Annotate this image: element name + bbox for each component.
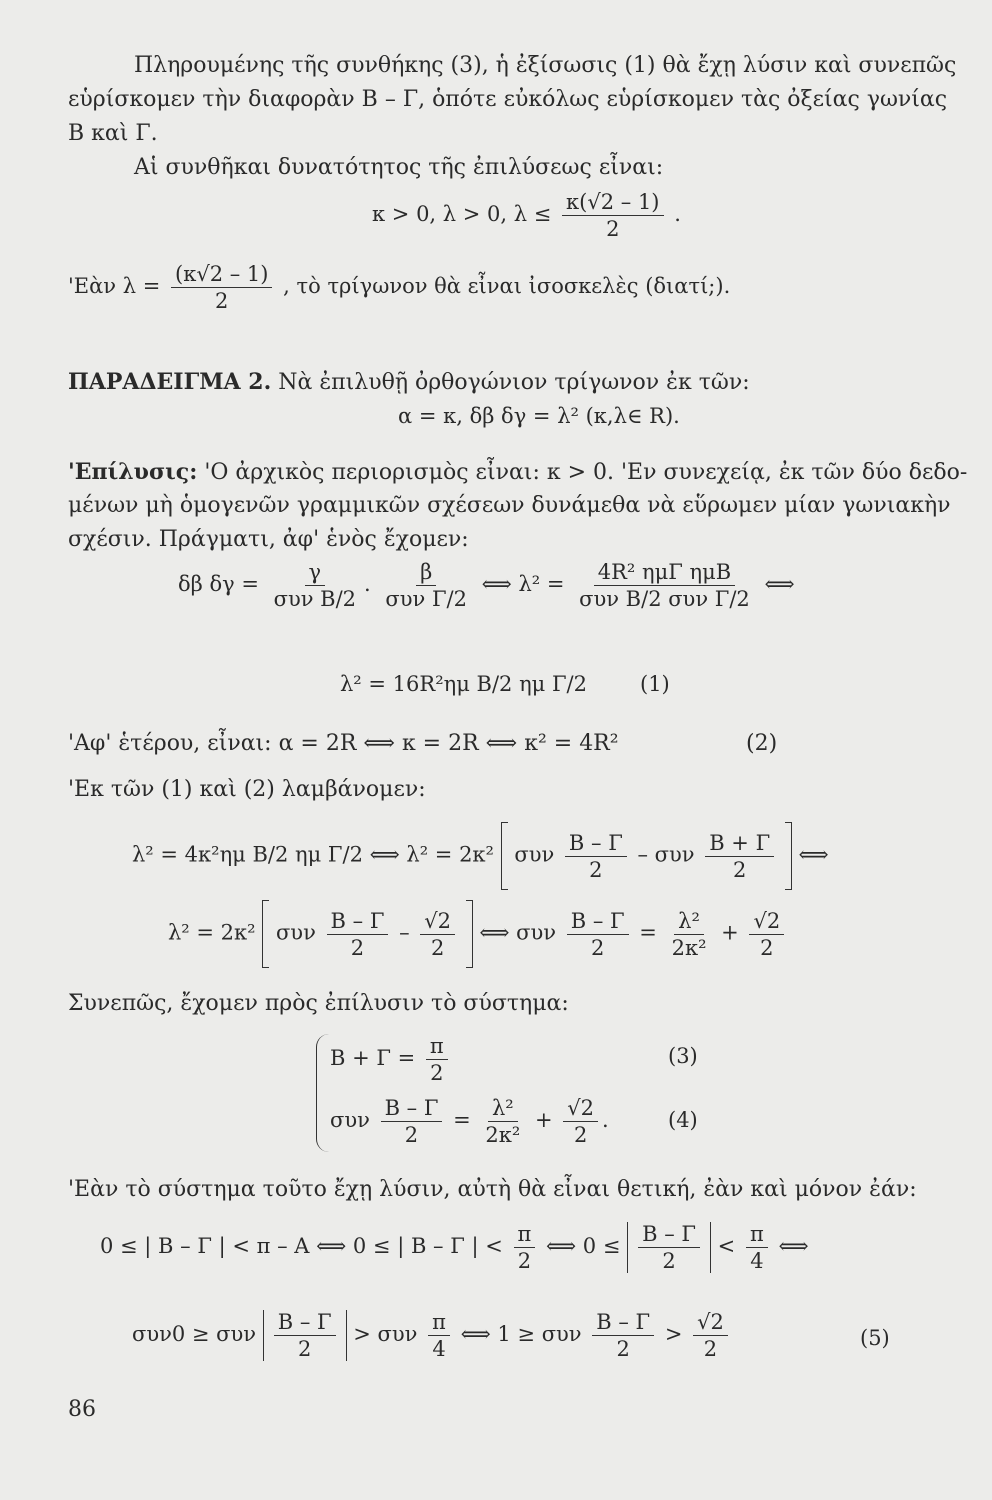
fraction-den: 2 bbox=[430, 1061, 444, 1085]
solution-label: 'Επίλυσις: bbox=[68, 459, 198, 485]
fraction-num: κ(√2 – 1) bbox=[562, 190, 663, 216]
condition-lhs: κ > 0, λ > 0, λ ≤ bbox=[372, 202, 552, 226]
bracket-right bbox=[466, 900, 473, 968]
fraction-num: β bbox=[416, 560, 436, 586]
fraction-num: 4R² ημΓ ημΒ bbox=[594, 560, 735, 586]
example-text: Νὰ ἐπιλυθῇ ὀρθογώνιον τρίγωνον ἐκ τῶν: bbox=[278, 370, 750, 395]
ineq-part: > bbox=[664, 1322, 683, 1346]
fraction-den: 4 bbox=[432, 1337, 446, 1361]
fraction-den: 4 bbox=[750, 1249, 764, 1273]
fraction-den: 2 bbox=[215, 289, 229, 313]
fraction-den: 2κ² bbox=[671, 935, 707, 960]
equation-b bbox=[132, 822, 829, 890]
isosceles-text: , τὸ τρίγωνον θὰ εἶναι ἰσοσκελὲς (διατί;). bbox=[283, 274, 731, 298]
isosceles-line bbox=[68, 262, 730, 313]
fraction-den: 2 bbox=[732, 857, 747, 882]
fraction-den: 2 bbox=[616, 1337, 630, 1361]
fraction-den: 2 bbox=[404, 1123, 419, 1147]
fraction bbox=[693, 1310, 728, 1361]
absolute-value bbox=[627, 1222, 711, 1273]
text-line: 'Εὰν τὸ σύστημα τοῦτο ἔχῃ λύσιν, αὐτὴ θὰ εἶναι θετική, ἐὰν καὶ μόνον ἐάν: bbox=[68, 1177, 917, 1202]
fraction bbox=[746, 1222, 768, 1273]
equation-tag: (4) bbox=[668, 1108, 698, 1132]
text-line: 'Εκ τῶν (1) καὶ (2) λαμβάνομεν: bbox=[68, 777, 426, 802]
fraction bbox=[420, 909, 455, 960]
fraction-den: συν B/2 bbox=[273, 587, 357, 611]
equals: = bbox=[453, 1108, 471, 1132]
syn: συν bbox=[514, 842, 555, 867]
fraction bbox=[428, 1310, 450, 1361]
fraction bbox=[592, 1310, 654, 1361]
fraction-num: √2 bbox=[693, 1310, 728, 1336]
fraction-den: συν B/2 συν Γ/2 bbox=[579, 587, 750, 611]
fraction-den: 2 bbox=[606, 217, 620, 241]
fraction bbox=[563, 1096, 598, 1147]
fraction-num: π bbox=[428, 1310, 450, 1336]
text-line: εὑρίσκομεν τὴν διαφορὰν Β – Γ, ὁπότε εὐκόλως εὑρίσκομεν τὰς ὀξείας γωνίας bbox=[68, 87, 948, 112]
equation-1: λ² = 16R²ημ B/2 ημ Γ/2 bbox=[340, 672, 587, 696]
text-line: Β καὶ Γ. bbox=[68, 121, 158, 146]
equals: = bbox=[639, 920, 657, 945]
bracket-right bbox=[785, 822, 792, 890]
plus: + bbox=[721, 920, 739, 945]
fraction-num: √2 bbox=[420, 909, 455, 935]
text-line: μένων μὴ ὁμογενῶν γραμμικῶν σχέσεων δυνάμεθα νὰ εὕρωμεν μίαν γωνιακὴν bbox=[68, 493, 951, 518]
example-line bbox=[68, 364, 750, 401]
system-brace bbox=[316, 1034, 329, 1152]
fraction bbox=[381, 1096, 443, 1147]
minus-syn: – συν bbox=[637, 842, 695, 867]
fraction-den: 2 bbox=[430, 935, 445, 960]
fraction-num: π bbox=[514, 1222, 536, 1248]
eq-iff: ⟺ bbox=[764, 572, 795, 596]
ineq-part: ⟺ 1 ≥ συν bbox=[460, 1322, 582, 1346]
condition-tail: . bbox=[674, 202, 681, 226]
eq-lhs: δβ δγ = bbox=[178, 572, 259, 596]
fraction-den: 2κ² bbox=[485, 1123, 521, 1147]
bracket-left bbox=[501, 822, 508, 890]
eq-lhs: λ² = 2κ² bbox=[168, 920, 256, 945]
fraction-num: √2 bbox=[563, 1096, 598, 1122]
ineq-part: 0 ≤ | Β – Γ | < π – Α ⟺ 0 ≤ | Β – Γ | < bbox=[100, 1234, 503, 1258]
fraction bbox=[668, 909, 711, 960]
fraction-num: π bbox=[746, 1222, 768, 1248]
fraction-den: 2 bbox=[297, 1337, 312, 1361]
dot: . bbox=[602, 1108, 609, 1132]
fraction-num: √2 bbox=[749, 909, 784, 935]
fraction bbox=[575, 560, 754, 611]
eq-lhs: λ² = 4κ²ημ B/2 ημ Γ/2 ⟺ λ² = 2κ² bbox=[132, 842, 494, 867]
plus: + bbox=[535, 1108, 553, 1132]
fraction-num: Β – Γ bbox=[327, 909, 389, 935]
condition-fraction bbox=[562, 190, 663, 241]
example-title: ΠΑΡΑΔΕΙΓΜΑ 2. bbox=[68, 369, 272, 395]
fraction-den: 2 bbox=[662, 1249, 676, 1273]
fraction-num: Β – Γ bbox=[381, 1096, 443, 1122]
fraction bbox=[565, 831, 627, 882]
fraction-num: Β – Γ bbox=[565, 831, 627, 857]
ineq-part: συν0 ≥ συν bbox=[132, 1322, 257, 1346]
eq-iff: ⟺ λ² = bbox=[481, 572, 565, 596]
eq-iff: ⟺ συν bbox=[479, 920, 557, 945]
equation-delta bbox=[178, 560, 795, 611]
fraction-den: 2 bbox=[517, 1249, 532, 1273]
dot: . bbox=[364, 572, 371, 596]
fraction-num: Β – Γ bbox=[638, 1222, 700, 1248]
absolute-value bbox=[263, 1310, 347, 1361]
text-line: Συνεπῶς, ἔχομεν πρὸς ἐπίλυσιν τὸ σύστημα: bbox=[68, 991, 569, 1016]
fraction-den: 2 bbox=[590, 935, 605, 960]
equation-c bbox=[168, 900, 788, 968]
fraction bbox=[327, 909, 389, 960]
fraction bbox=[638, 1222, 700, 1273]
system-eq-4 bbox=[330, 1096, 609, 1147]
solution-text: 'Ο ἀρχικὸς περιορισμὸς εἶναι: κ > 0. 'Εν συνεχείᾳ, ἐκ τῶν δύο δεδο- bbox=[204, 460, 968, 485]
minus: – bbox=[399, 920, 410, 945]
ineq-part: ⟺ 0 ≤ bbox=[546, 1234, 621, 1258]
equation-tag: (1) bbox=[640, 672, 670, 696]
syn: συν bbox=[330, 1108, 370, 1132]
fraction bbox=[705, 831, 774, 882]
fraction-den: 2 bbox=[589, 857, 603, 882]
fraction-den: 2 bbox=[760, 935, 774, 960]
text-line: σχέσιν. Πράγματι, ἀφ' ἑνὸς ἔχομεν: bbox=[68, 527, 469, 552]
fraction-num: γ bbox=[305, 560, 326, 586]
fraction bbox=[567, 909, 629, 960]
ineq-part: < bbox=[717, 1234, 736, 1258]
fraction bbox=[514, 1222, 536, 1273]
page-number: 86 bbox=[68, 1397, 96, 1422]
example-data: α = κ, δβ δγ = λ² (κ,λ∈ R). bbox=[398, 404, 680, 428]
fraction bbox=[426, 1034, 448, 1085]
solution-line bbox=[68, 454, 967, 491]
fraction bbox=[270, 560, 360, 611]
inequality-1 bbox=[100, 1222, 809, 1273]
fraction bbox=[274, 1310, 336, 1361]
fraction-num: (κ√2 – 1) bbox=[171, 262, 272, 288]
system-eq-3 bbox=[330, 1034, 452, 1085]
ineq-part: > συν bbox=[353, 1322, 418, 1346]
fraction-den: συν Γ/2 bbox=[385, 587, 467, 611]
fraction-den: 2 bbox=[703, 1337, 718, 1361]
fraction-num: λ² bbox=[674, 909, 704, 935]
lambda-fraction bbox=[171, 262, 272, 313]
equation-2: 'Αφ' ἑτέρου, εἶναι: α = 2R ⟺ κ = 2R ⟺ κ² = 4R² bbox=[68, 731, 619, 756]
fraction-num: λ² bbox=[488, 1096, 518, 1122]
lambda-lhs: 'Εὰν λ = bbox=[68, 274, 161, 298]
fraction-num: π bbox=[426, 1034, 448, 1060]
fraction bbox=[381, 560, 471, 611]
condition-formula bbox=[372, 190, 681, 241]
fraction-num: Β – Γ bbox=[567, 909, 629, 935]
fraction-den: 2 bbox=[350, 935, 365, 960]
eq-lhs: Β + Γ = bbox=[330, 1046, 416, 1070]
fraction bbox=[481, 1096, 524, 1147]
text-line: Πληρουμένης τῆς συνθήκης (3), ἡ ἐξίσωσις (1) θὰ ἔχῃ λύσιν καὶ συνεπῶς bbox=[134, 53, 957, 78]
fraction bbox=[749, 909, 784, 960]
bracket-left bbox=[262, 900, 269, 968]
fraction-den: 2 bbox=[573, 1123, 588, 1147]
ineq-part: ⟺ bbox=[778, 1234, 809, 1258]
inequality-2 bbox=[132, 1310, 732, 1361]
fraction-num: Β – Γ bbox=[592, 1310, 654, 1336]
syn: συν bbox=[275, 920, 316, 945]
equation-tag: (3) bbox=[668, 1044, 698, 1068]
text-line: Αἱ συνθῆκαι δυνατότητος τῆς ἐπιλύσεως εἶναι: bbox=[134, 155, 664, 180]
equation-tag: (5) bbox=[860, 1326, 890, 1350]
equation-tag: (2) bbox=[746, 731, 778, 756]
fraction-num: Β + Γ bbox=[705, 831, 774, 857]
fraction-num: Β – Γ bbox=[274, 1310, 336, 1336]
eq-iff: ⟺ bbox=[798, 842, 829, 867]
